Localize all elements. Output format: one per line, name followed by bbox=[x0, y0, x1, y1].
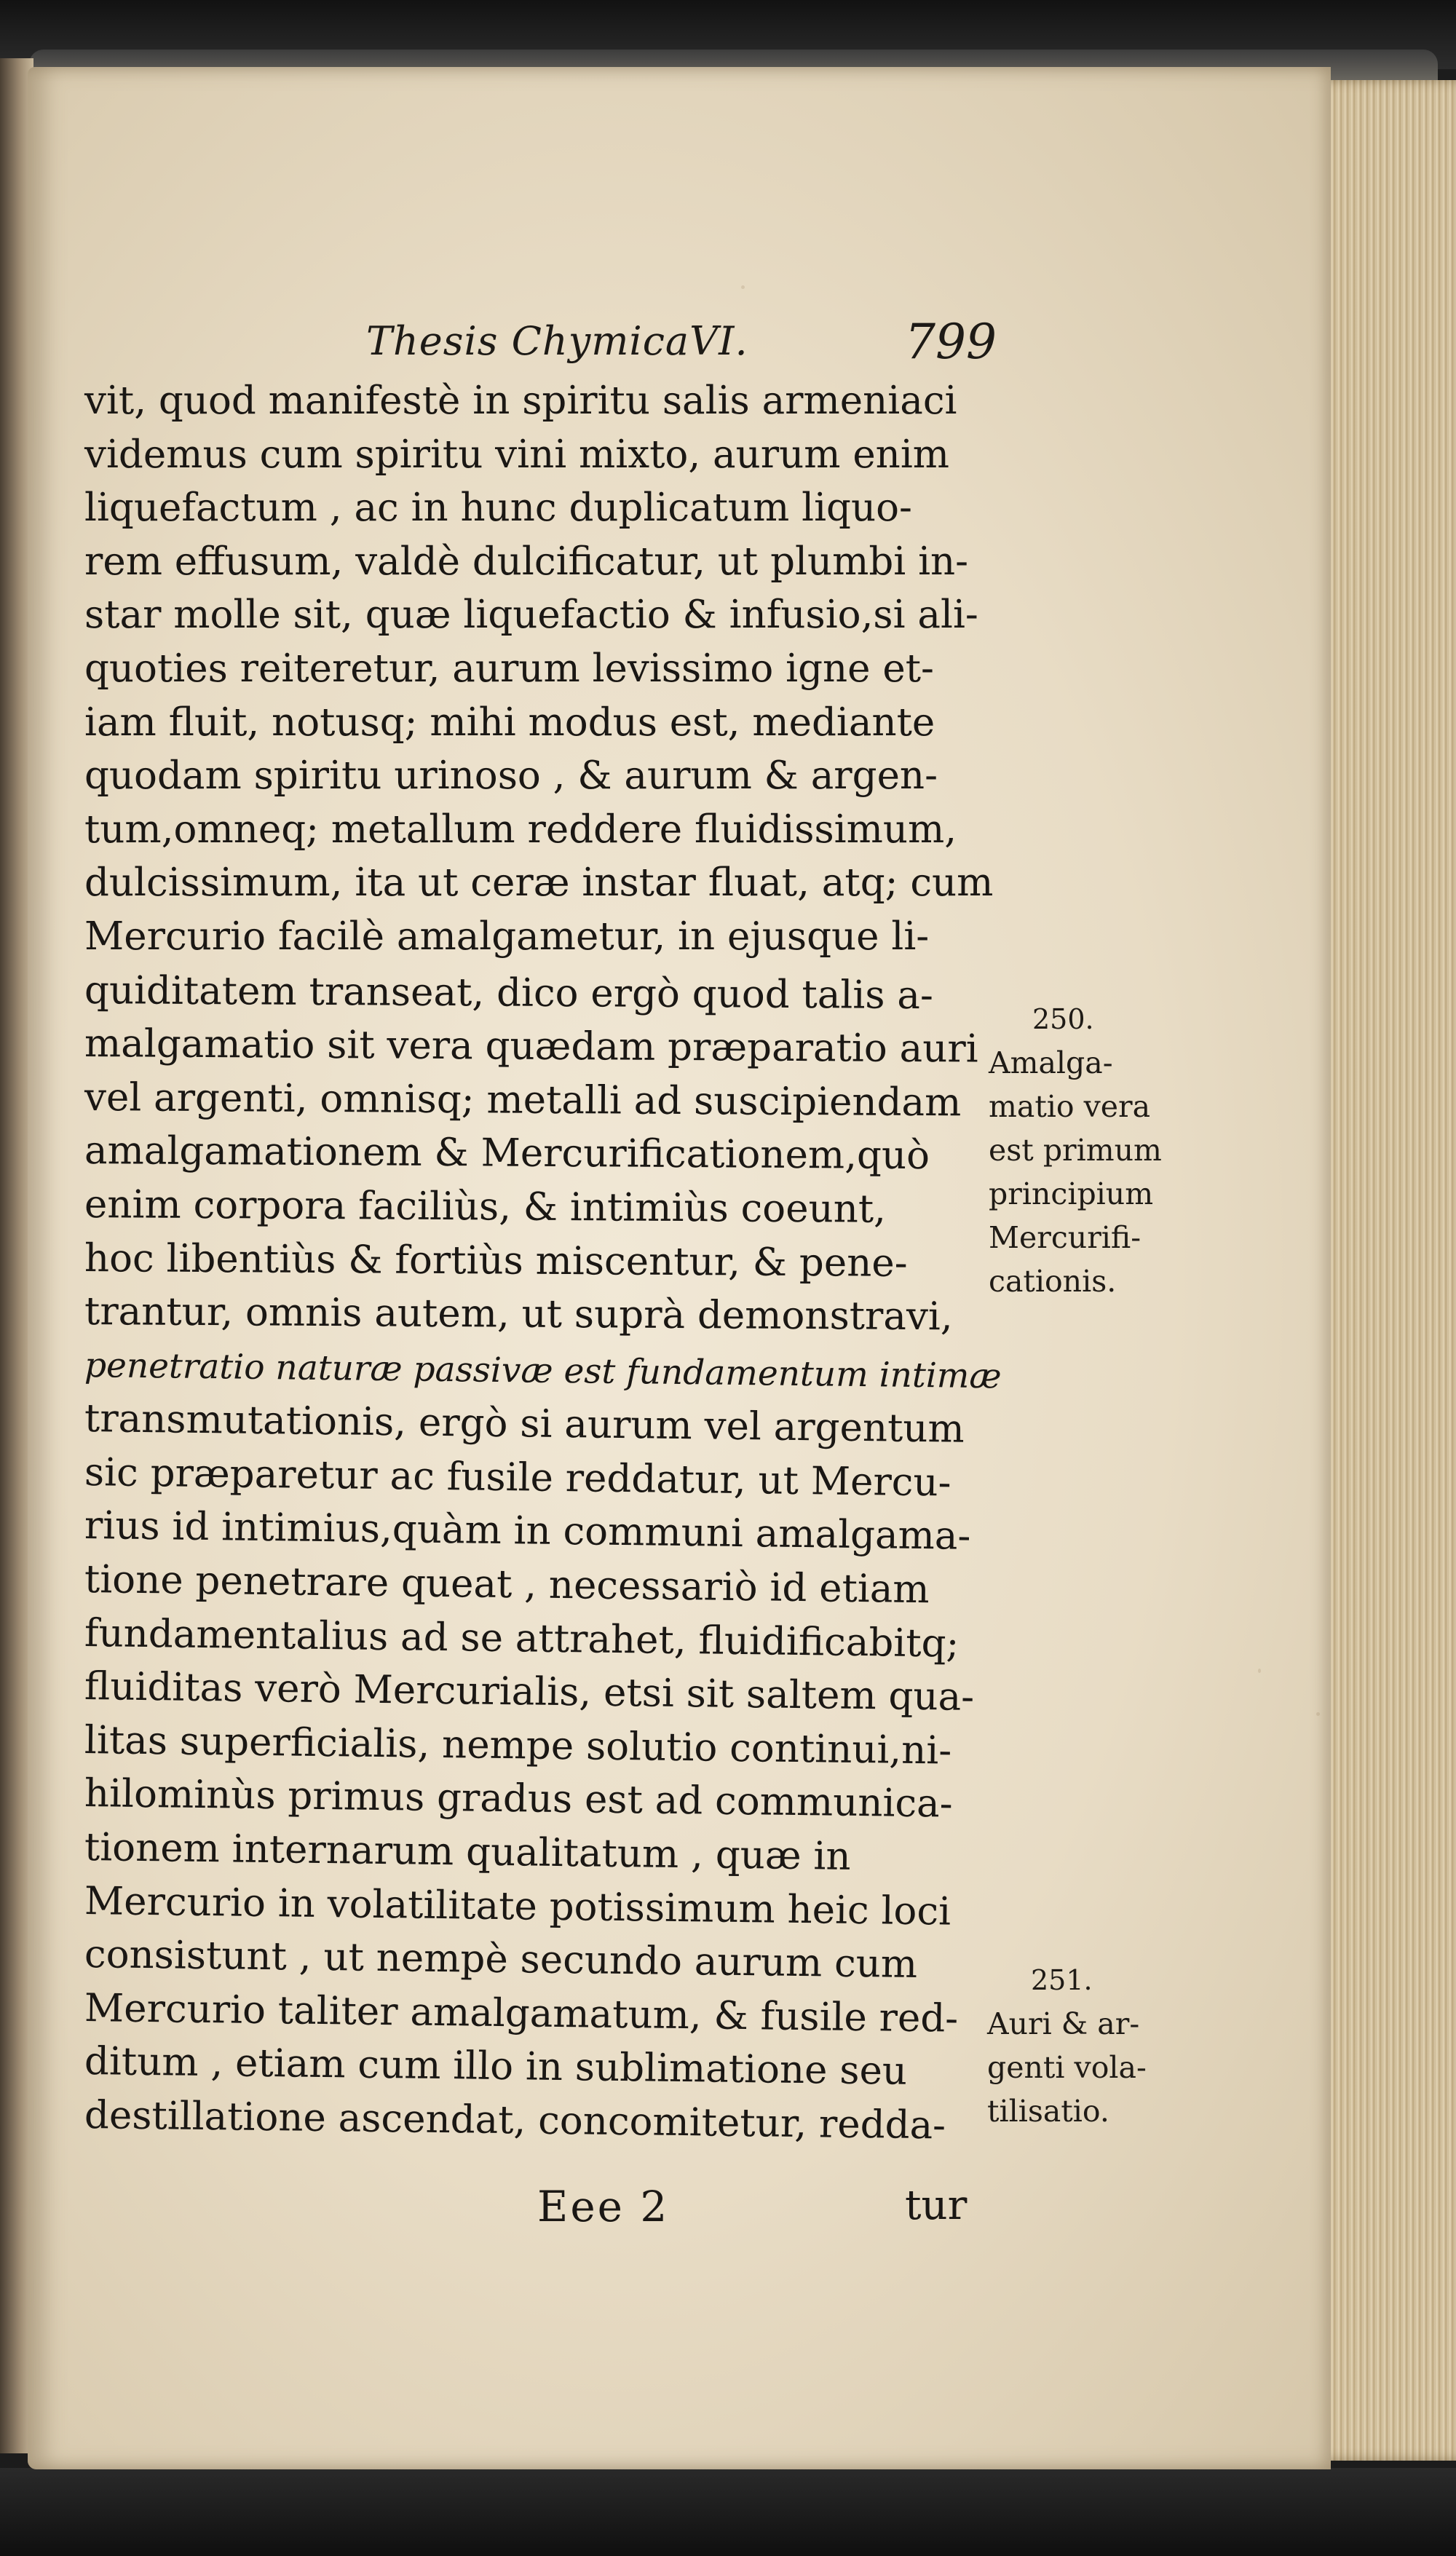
running-head bbox=[28, 314, 997, 376]
margin-note-line: Mercurifi- bbox=[989, 1220, 1142, 1255]
paper-spot bbox=[1258, 1669, 1261, 1673]
scan-background-bottom bbox=[0, 2468, 1456, 2556]
margin-note-line: matio vera bbox=[989, 1089, 1151, 1124]
margin-note-line: genti vola- bbox=[987, 2050, 1147, 2085]
text-line: tionem internarum qualitatum , quæ in bbox=[84, 1825, 851, 1879]
text-line: quiditatem transeat, dico ergò quod talis a- bbox=[84, 968, 934, 1018]
margin-note-line: Amalga- bbox=[989, 1045, 1113, 1080]
body-text bbox=[84, 374, 1002, 2148]
text-line: malgamatio sit vera quædam præparatio auri bbox=[84, 1021, 978, 1072]
text-line: litas superficialis, nempe solutio continui,ni- bbox=[84, 1717, 952, 1773]
text-line: dulcissimum, ita ut ceræ instar fluat, atq; cum bbox=[84, 860, 994, 906]
text-line: quoties reiteretur, aurum levissimo igne et- bbox=[84, 646, 934, 691]
text-line: Mercurio facilè amalgametur, in ejusque li- bbox=[84, 914, 930, 959]
text-line: hoc libentiùs & fortiùs miscentur, & pene- bbox=[84, 1235, 908, 1286]
text-line: quodam spiritu urinoso , & aurum & argen- bbox=[84, 753, 938, 799]
margin-note-line: Auri & ar- bbox=[987, 2006, 1140, 2041]
text-line: star molle sit, quæ liquefactio & infusio,si ali- bbox=[84, 593, 978, 638]
margin-note-number: 251. bbox=[1031, 1964, 1093, 1996]
signature-mark: Eee 2 bbox=[537, 2182, 670, 2231]
text-line: sic præparetur ac fusile reddatur, ut Mercu- bbox=[84, 1449, 951, 1505]
catchword: tur bbox=[905, 2182, 968, 2229]
text-line: fluiditas verò Mercurialis, etsi sit saltem qua- bbox=[84, 1664, 975, 1720]
text-line: ditum , etiam cum illo in sublimatione seu bbox=[84, 2039, 908, 2094]
text-line: tum,omneq; metallum reddere fluidissimum, bbox=[84, 807, 957, 852]
margin-note bbox=[987, 1958, 1147, 2133]
margin-note-line: cationis. bbox=[989, 1264, 1117, 1299]
book-page bbox=[28, 67, 1331, 2469]
text-line: hilominùs primus gradus est ad communica- bbox=[84, 1771, 953, 1827]
text-line: videmus cum spiritu vini mixto, aurum enim bbox=[84, 432, 950, 477]
margin-note-line: est primum bbox=[989, 1133, 1162, 1168]
text-line: vit, quod manifestè in spiritu salis armeniaci bbox=[84, 379, 957, 423]
text-line: consistunt , ut nempè secundo aurum cum bbox=[84, 1932, 918, 1987]
running-head-title: Thesis ChymicaVI. bbox=[366, 318, 748, 364]
text-line: iam fluit, notusq; mihi modus est, mediante bbox=[84, 700, 935, 745]
margin-note-number: 250. bbox=[1032, 1003, 1094, 1035]
text-line: enim corpora faciliùs, & intimiùs coeunt, bbox=[84, 1182, 887, 1232]
paper-spot bbox=[1316, 1712, 1320, 1716]
text-line-italic: penetratio naturæ passivæ est fundamentum intimæ bbox=[84, 1345, 1002, 1397]
text-line: rius id intimius,quàm in communi amalgama- bbox=[84, 1503, 971, 1559]
margin-note bbox=[989, 997, 1162, 1303]
page-block-edges bbox=[1310, 80, 1456, 2461]
text-line: tione penetrare queat , necessariò id etiam bbox=[84, 1557, 930, 1613]
text-line: liquefactum , ac in hunc duplicatum liquo- bbox=[84, 486, 912, 531]
text-line: Mercurio taliter amalgamatum, & fusile red- bbox=[84, 1985, 959, 2041]
text-line: destillatione ascendat, concomitetur, redda- bbox=[84, 2093, 946, 2148]
text-line: rem effusum, valdè dulcificatur, ut plumbi in- bbox=[84, 539, 969, 584]
margin-note-line: tilisatio. bbox=[987, 2094, 1109, 2129]
text-line: trantur, omnis autem, ut suprà demonstravi, bbox=[84, 1289, 953, 1340]
paper-spot bbox=[741, 285, 745, 289]
text-line: transmutationis, ergò si aurum vel argentum bbox=[84, 1396, 965, 1452]
margin-note-line: principium bbox=[989, 1176, 1154, 1211]
text-line: fundamentalius ad se attrahet, fluidificabitq; bbox=[84, 1610, 960, 1666]
text-line: vel argenti, omnisq; metalli ad suscipiendam bbox=[84, 1075, 962, 1125]
text-line: Mercurio in volatilitate potissimum heic loci bbox=[84, 1878, 951, 1934]
page-number: 799 bbox=[905, 314, 997, 370]
text-line: amalgamationem & Mercurificationem,quò bbox=[84, 1128, 930, 1179]
